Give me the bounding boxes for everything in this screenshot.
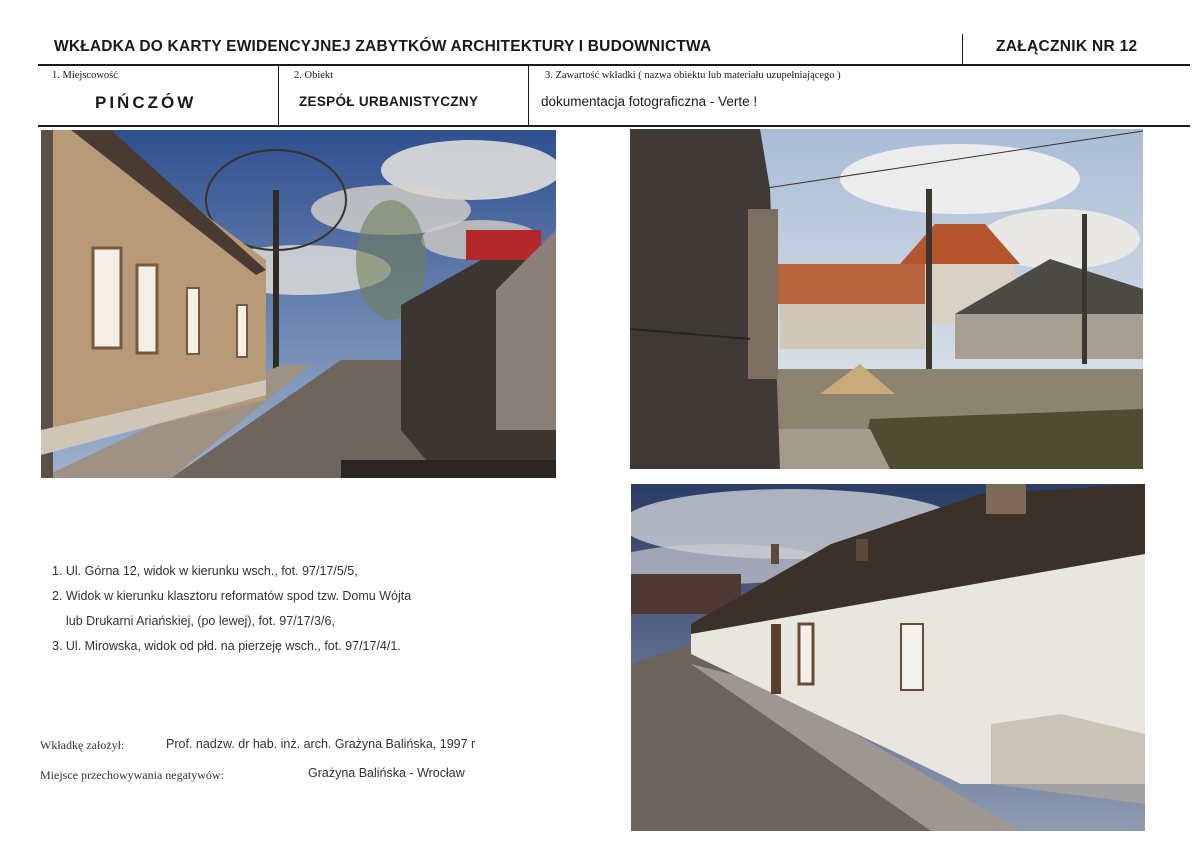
field-divider-2 (528, 66, 529, 125)
photo-monastery-view (630, 129, 1143, 469)
field-divider-1 (278, 66, 279, 125)
negatives-label: Miejsce przechowywania negatywów: (40, 768, 224, 782)
negatives-value: Grażyna Balińska - Wrocław (308, 766, 465, 780)
place-label: 1. Miejscowość (52, 70, 118, 81)
caption-2-continued: lub Drukarni Ariańskiej, (po lewej), fot. 97/17/3/6, (66, 614, 335, 628)
content-label: 3. Zawartość wkładki ( nazwa obiektu lub materiału uzupełniającego ) (545, 70, 841, 81)
header-divider (962, 34, 963, 64)
annex-number: ZAŁĄCZNIK NR 12 (996, 38, 1138, 55)
object-label: 2. Obiekt (294, 70, 334, 81)
fields-rule (38, 125, 1190, 127)
place-value: PIŃCZÓW (95, 93, 197, 112)
author-label: Wkładkę założył: (40, 738, 125, 752)
header-rule (38, 64, 1190, 66)
author-value: Prof. nadzw. dr hab. inż. arch. Grażyna Balińska, 1997 r (166, 737, 476, 751)
content-value: dokumentacja fotograficzna - Verte ! (541, 94, 758, 109)
caption-2: 2. Widok w kierunku klasztoru reformatów spod tzw. Domu Wójta (52, 589, 412, 603)
caption-3: 3. Ul. Mirowska, widok od płd. na pierzeję wsch., fot. 97/17/4/1. (52, 639, 401, 653)
photo-gorna-street (41, 130, 556, 478)
card-title: WKŁADKA DO KARTY EWIDENCYJNEJ ZABYTKÓW ARCHITEKTURY I BUDOWNICTWA (54, 38, 712, 55)
photo-mirowska-street (631, 484, 1145, 831)
caption-1: 1. Ul. Górna 12, widok w kierunku wsch., fot. 97/17/5/5, (52, 564, 358, 578)
object-value: ZESPÓŁ URBANISTYCZNY (299, 94, 479, 109)
